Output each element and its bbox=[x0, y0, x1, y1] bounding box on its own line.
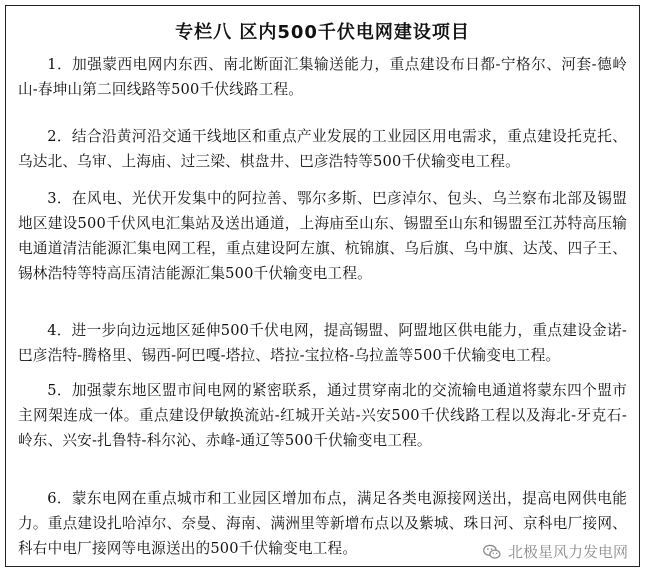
source-watermark bbox=[480, 541, 630, 562]
wechat-icon bbox=[482, 542, 502, 562]
watermark-text: 北极星风力发电网 bbox=[507, 543, 628, 561]
project-item-1: 1．加强蒙西电网内东西、南北断面汇集输送能力，重点建设布日都-宁格尔、河套-德岭山-春坤山第二回线路等500千伏线路工程。 bbox=[18, 56, 627, 98]
project-item-6: 6．蒙东电网在重点城市和工业园区增加布点，满足各类电源接网送出，提高电网供电能力。重点建设扎哈淖尔、奈曼、海南、满洲里等新增布点以及紫城、珠日河、京科电厂接网、科右中电厂接网等电源送出的500千伏输变电工程。 bbox=[18, 490, 627, 557]
project-item-5: 5．加强蒙东地区盟市间电网的紧密联系，通过贯穿南北的交流输电通道将蒙东四个盟市主网架连成一体。重点建设伊敏换流站-红城开关站-兴安500千伏线路工程以及海北-牙克石-岭东、兴安-扎鲁特-科尔沁、赤峰-通辽等500千伏输变电工程。 bbox=[18, 382, 627, 449]
project-item-3: 3．在风电、光伏开发集中的阿拉善、鄂尔多斯、巴彦淖尔、包头、乌兰察布北部及锡盟地区建设500千伏风电汇集站及送出通道，上海庙至山东、锡盟至山东和锡盟至江苏特高压输电通道清洁能源汇集电网工程，重点建设阿左旗、杭锦旗、乌后旗、乌中旗、达茂、四子王、锡林浩特等特高压清洁能源汇集500千伏输变电工程。 bbox=[18, 190, 627, 282]
project-item-2: 2．结合沿黄河沿交通干线地区和重点产业发展的工业园区用电需求，重点建设托克托、乌达北、乌审、上海庙、过三梁、棋盘井、巴彦浩特等500千伏输变电工程。 bbox=[18, 128, 627, 170]
project-item-4: 4．进一步向边远地区延伸500千伏电网，提高锡盟、阿盟地区供电能力，重点建设金诺-巴彦浩特-腾格里、锡西-阿巴嘎-塔拉、塔拉-宝拉格-乌拉盖等500千伏输变电工程。 bbox=[18, 322, 627, 364]
column-box bbox=[5, 5, 640, 567]
column-title: 专栏八 区内500千伏电网建设项目 bbox=[175, 22, 470, 43]
